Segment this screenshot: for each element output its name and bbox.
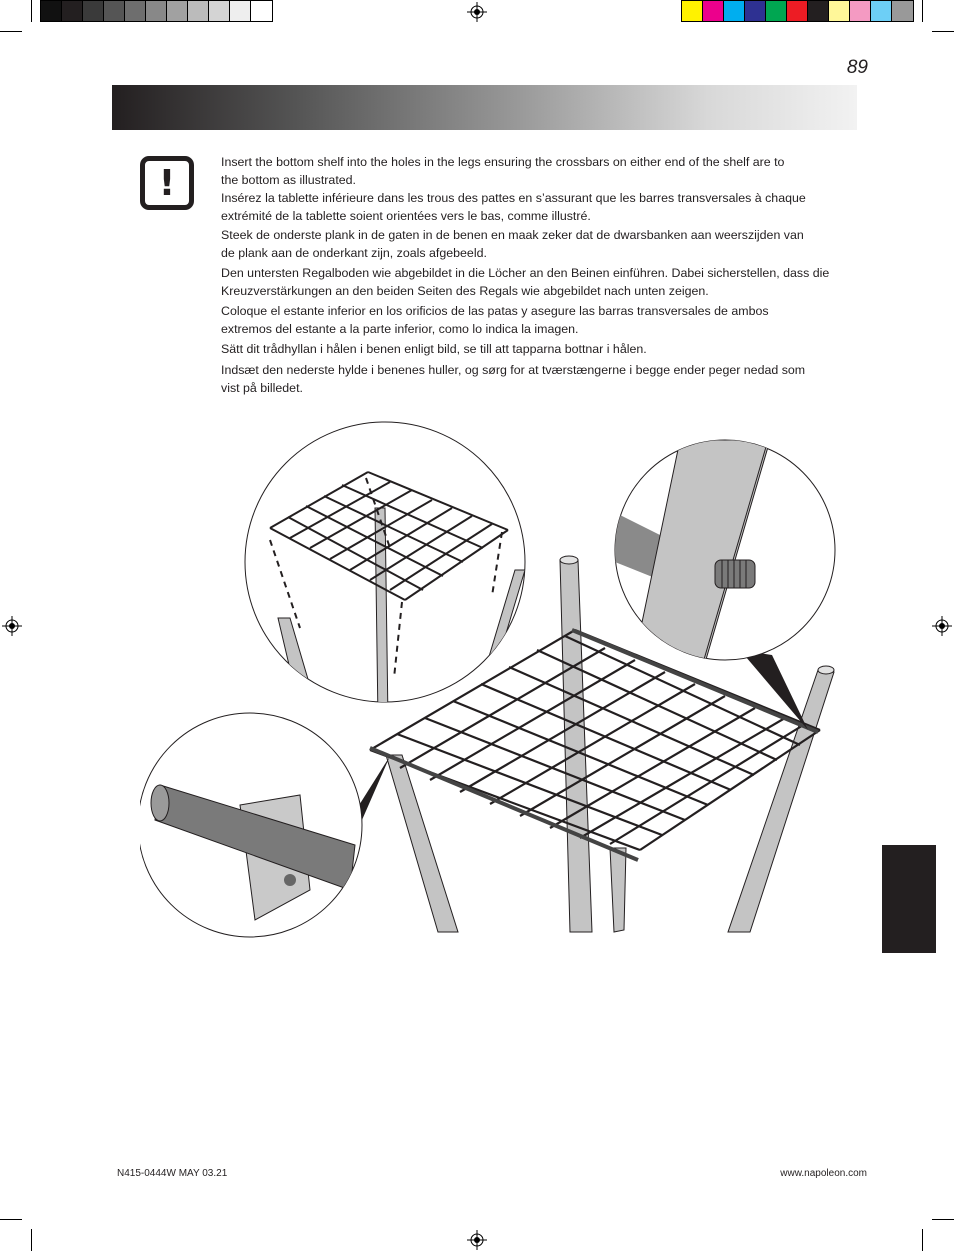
- callout-shelf-detail: [245, 422, 525, 720]
- color-swatch: [146, 1, 167, 21]
- crop-mark: [932, 31, 954, 32]
- instruction-line: vist på billedet.: [221, 381, 303, 395]
- footer-code: N415-0444W MAY 03.21: [117, 1168, 228, 1179]
- color-swatch: [829, 1, 850, 21]
- callout-rod-detail: [140, 713, 362, 937]
- color-swatch: [209, 1, 230, 21]
- shelf-assembly-illustration: [140, 420, 860, 940]
- color-swatch: [766, 1, 787, 21]
- color-swatch: [167, 1, 188, 21]
- header-gradient-band: [112, 85, 857, 130]
- instruction-line: Kreuzverstärkungen an den beiden Seiten des Regals wie abgebildet nach unten zeigen.: [221, 284, 709, 298]
- color-swatch: [892, 1, 913, 21]
- color-swatch: [871, 1, 892, 21]
- color-swatch: [724, 1, 745, 21]
- section-tab: [882, 845, 936, 953]
- registration-mark-icon: [932, 616, 952, 636]
- color-swatch: [703, 1, 724, 21]
- color-swatch: [745, 1, 766, 21]
- registration-mark-icon: [2, 616, 22, 636]
- color-swatch: [188, 1, 209, 21]
- leg-center-front: [610, 848, 626, 932]
- instruction-line: Steek de onderste plank in de gaten in de benen en maak zeker dat de dwarsbanken aan weerszijden van: [221, 228, 804, 242]
- instruction-line: Insert the bottom shelf into the holes in the legs ensuring the crossbars on either end of the shelf are to: [221, 155, 785, 169]
- color-swatch: [41, 1, 62, 21]
- instruction-line: the bottom as illustrated.: [221, 173, 356, 187]
- instruction-line: de plank aan de onderkant zijn, zoals afgebeeld.: [221, 246, 487, 260]
- color-swatch: [808, 1, 829, 21]
- grayscale-color-bar: [40, 0, 273, 22]
- instruction-line: Indsæt den nederste hylde i benenes huller, og sørg for at tværstængerne i begge ender peger nedad som: [221, 363, 806, 377]
- color-swatch: [251, 1, 272, 21]
- process-color-bar: [681, 0, 914, 22]
- instruction-line: Coloque el estante inferior en los orificios de las patas y asegure las barras transversales de ambos: [221, 304, 769, 318]
- instruction-line: extrémité de la tablette soient orientées vers le bas, comme illustré.: [221, 209, 591, 223]
- exclamation-icon: !: [140, 156, 194, 210]
- registration-mark-icon: [467, 2, 487, 22]
- registration-mark-icon: [467, 1230, 487, 1250]
- instruction-line: Sätt dit trådhyllan i hålen i benen enligt bild, se till att tapparna bottnar i hålen.: [221, 342, 647, 356]
- page-number: 89: [846, 57, 868, 78]
- color-swatch: [83, 1, 104, 21]
- color-swatch: [62, 1, 83, 21]
- color-swatch: [230, 1, 251, 21]
- color-swatch: [787, 1, 808, 21]
- color-swatch: [104, 1, 125, 21]
- callout-peg-detail: [610, 440, 835, 680]
- leg-right-back: [560, 556, 592, 932]
- color-swatch: [682, 1, 703, 21]
- crop-mark: [31, 1229, 32, 1251]
- leg-right-front: [728, 666, 834, 932]
- color-swatch: [125, 1, 146, 21]
- crop-mark: [31, 0, 32, 22]
- instruction-line: Den untersten Regalboden wie abgebildet in die Löcher an den Beinen einführen. Dabei sicherstellen, dass die: [221, 266, 830, 280]
- instruction-line: Insérez la tablette inférieure dans les trous des pattes en s’assurant que les barres transversales à chaque: [221, 191, 806, 205]
- instruction-line: extremos del estante a la parte inferior, como lo indica la imagen.: [221, 322, 579, 336]
- footer-url: www.napoleon.com: [780, 1168, 867, 1179]
- crop-mark: [922, 1229, 923, 1251]
- crop-mark: [0, 31, 22, 32]
- crop-mark: [0, 1219, 22, 1220]
- callout-pointer: [740, 650, 808, 730]
- crop-mark: [932, 1219, 954, 1220]
- color-swatch: [850, 1, 871, 21]
- crop-mark: [922, 0, 923, 22]
